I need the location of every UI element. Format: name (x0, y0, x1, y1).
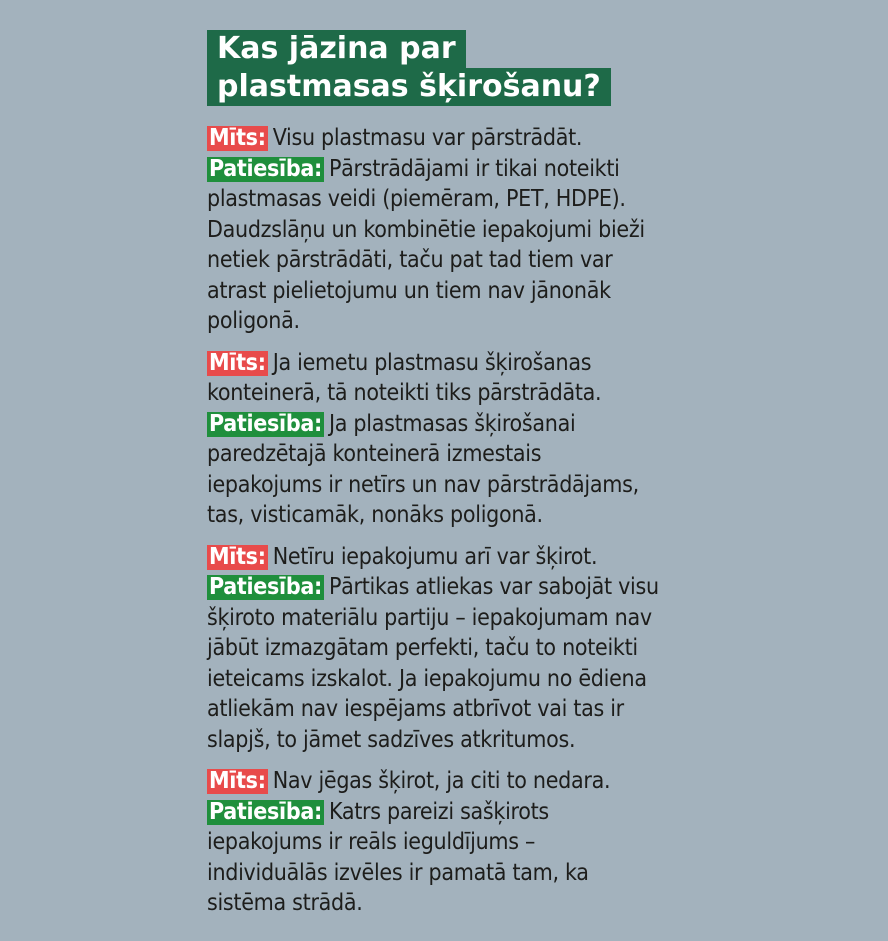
myth-truth-item (207, 766, 747, 919)
truth-text: slapjš, to jāmet sadzīves atkritumos. (207, 726, 576, 753)
myth-line (207, 542, 747, 573)
truth-text: sistēma strādā. (207, 890, 363, 916)
myth-text: Ja iemetu plastmasu šķirošanas (272, 349, 592, 376)
truth-text: šķiroto materiālu partiju – iepakojumam nav (207, 604, 652, 631)
truth-label: Patiesība: (209, 155, 322, 182)
truth-text: paredzētajā konteinerā izmestais (207, 441, 542, 467)
myth-text: konteinerā, tā noteikti tiks pārstrādāta. (207, 380, 602, 406)
truth-text: tas, visticamāk, nonāks poligonā. (207, 502, 543, 528)
myth-line (207, 348, 747, 379)
myth-text: Netīru iepakojumu arī var šķirot. (272, 543, 598, 570)
title-line-1: Kas jāzina par (207, 30, 466, 68)
truth-text: Pārtikas atliekas var sabojāt visu (328, 574, 659, 600)
truth-text: netiek pārstrādāti, taču pat tad tiem var (207, 247, 613, 273)
truth-text: iepakojums ir netīrs un nav pārstrādājams, (207, 471, 639, 498)
truth-line (207, 154, 747, 185)
myth-line (207, 123, 747, 154)
myth-truth-list (207, 123, 747, 919)
myth-label: Mīts: (209, 543, 266, 570)
myth-truth-item (207, 123, 747, 337)
truth-text: Daudzslāņu un kombinētie iepakojumi bieži (207, 216, 645, 243)
myth-line (207, 766, 747, 797)
title-line-2: plastmasas šķirošanu? (207, 68, 611, 106)
myth-label: Mīts: (209, 349, 266, 376)
truth-line (207, 409, 747, 440)
myth-truth-item (207, 348, 747, 531)
truth-text: jābūt izmazgātam perfekti, taču to noteikti (207, 635, 638, 661)
truth-line (207, 797, 747, 828)
myth-label: Mīts: (209, 125, 266, 151)
myth-truth-item (207, 542, 747, 756)
truth-text: iepakojums ir reāls ieguldījums – (207, 829, 536, 855)
truth-text: individuālās izvēles ir pamatā tam, ka (207, 859, 589, 886)
truth-label: Patiesība: (209, 410, 322, 437)
truth-text: Ja plastmasas šķirošanai (328, 410, 576, 437)
myth-text: Visu plastmasu var pārstrādāt. (272, 125, 583, 151)
truth-text: plastmasas veidi (piemēram, PET, HDPE). (207, 186, 626, 212)
myth-label: Mīts: (209, 768, 266, 794)
truth-text: Katrs pareizi sašķirots (328, 798, 549, 825)
truth-text: poligonā. (207, 308, 300, 334)
truth-label: Patiesība: (209, 574, 322, 600)
title-block (207, 30, 611, 106)
myth-text: Nav jēgas šķirot, ja citi to nedara. (272, 768, 611, 794)
truth-text: Pārstrādājami ir tikai noteikti (328, 155, 620, 182)
truth-text: atrast pielietojumu un tiem nav jānonāk (207, 277, 611, 304)
truth-text: atliekām nav iespējams atbrīvot vai tas ir (207, 696, 624, 722)
truth-line (207, 572, 747, 603)
truth-label: Patiesība: (209, 798, 322, 825)
truth-text: ieteicams izskalot. Ja iepakojumu no ēdiena (207, 665, 647, 692)
